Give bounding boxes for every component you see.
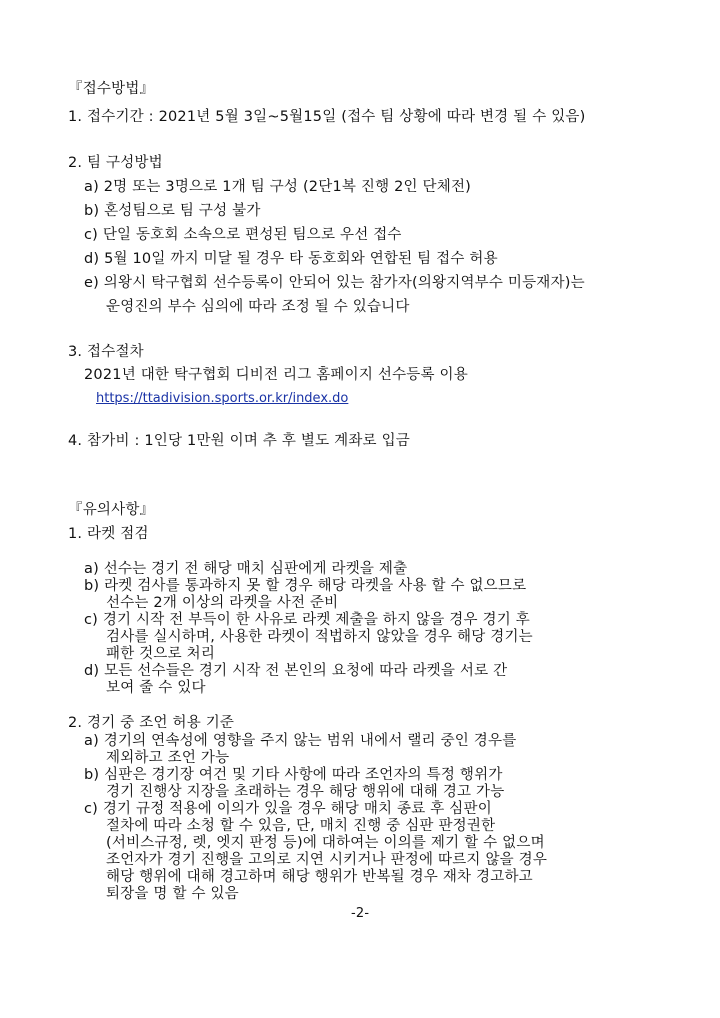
team-item-c: c) 단일 동호회 소속으로 편성된 팀으로 우선 접수 bbox=[84, 227, 402, 243]
racket-item-d-continued: 보여 줄 수 있다 bbox=[106, 680, 206, 696]
racket-title: 1. 라켓 점검 bbox=[68, 526, 149, 542]
team-item-a: a) 2명 또는 3명으로 1개 팀 구성 (2단1복 진행 2인 단체전) bbox=[84, 179, 472, 195]
procedure-link[interactable]: https://ttadivision.sports.or.kr/index.do bbox=[96, 391, 349, 406]
team-item-e-continued: 운영진의 부수 심의에 따라 조정 될 수 있습니다 bbox=[106, 299, 410, 315]
advice-item-c: c) 경기 규정 적용에 이의가 있을 경우 해당 매치 종료 후 심판이 bbox=[84, 801, 492, 817]
team-item-d: d) 5월 10일 까지 미달 될 경우 타 동호회와 연합된 팀 접수 허용 bbox=[84, 251, 498, 267]
reception-heading: 『접수방법』 bbox=[68, 81, 155, 97]
advice-item-c-continued-5: 퇴장을 명 할 수 있음 bbox=[106, 886, 239, 902]
racket-item-c: c) 경기 시작 전 부득이 한 사유로 라켓 제출을 하지 않을 경우 경기 후 bbox=[84, 612, 530, 628]
fee: 4. 참가비 : 1인당 1만원 이며 추 후 별도 계좌로 입금 bbox=[68, 433, 410, 449]
procedure-text: 2021년 대한 탁구협회 디비전 리그 홈페이지 선수등록 이용 bbox=[84, 367, 468, 383]
page-number: -2- bbox=[351, 906, 370, 921]
notes-heading: 『유의사항』 bbox=[68, 502, 155, 518]
racket-item-a: a) 선수는 경기 전 해당 매치 심판에게 라켓을 제출 bbox=[84, 561, 408, 577]
advice-item-c-continued-1: 절차에 따라 소청 할 수 있음, 단, 매치 진행 중 심판 판정권한 bbox=[106, 818, 496, 834]
racket-item-c-continued-2: 패한 것으로 처리 bbox=[106, 646, 216, 662]
racket-item-d: d) 모든 선수들은 경기 시작 전 본인의 요청에 따라 라켓을 서로 간 bbox=[84, 663, 508, 679]
advice-item-c-continued-2: (서비스규정, 렛, 엣지 판정 등)에 대하여는 이의를 제기 할 수 없으며 bbox=[106, 835, 545, 851]
team-title: 2. 팀 구성방법 bbox=[68, 155, 163, 171]
racket-item-c-continued-1: 검사를 실시하며, 사용한 라켓이 적법하지 않았을 경우 해당 경기는 bbox=[106, 629, 533, 645]
team-item-b: b) 혼성팀으로 팀 구성 불가 bbox=[84, 203, 261, 219]
advice-item-a-continued: 제외하고 조언 가능 bbox=[106, 750, 230, 766]
advice-item-b: b) 심판은 경기장 여건 및 기타 사항에 따라 조언자의 특정 행위가 bbox=[84, 767, 503, 783]
racket-item-b: b) 라켓 검사를 통과하지 못 할 경우 해당 라켓을 사용 할 수 없으므로 bbox=[84, 578, 527, 594]
advice-item-b-continued: 경기 진행상 지장을 초래하는 경우 해당 행위에 대해 경고 가능 bbox=[106, 784, 505, 800]
racket-item-b-continued: 선수는 2개 이상의 라켓을 사전 준비 bbox=[106, 595, 339, 611]
procedure-title: 3. 접수절차 bbox=[68, 344, 144, 360]
team-item-e: e) 의왕시 탁구협회 선수등록이 안되어 있는 참가자(의왕지역부수 미등재자)는 bbox=[84, 275, 585, 291]
advice-item-a: a) 경기의 연속성에 영향을 주지 않는 범위 내에서 랠리 중인 경우를 bbox=[84, 733, 517, 749]
advice-item-c-continued-4: 해당 행위에 대해 경고하며 해당 행위가 반복될 경우 재차 경고하고 bbox=[106, 869, 533, 885]
advice-title: 2. 경기 중 조언 허용 기준 bbox=[68, 715, 235, 731]
reception-period: 1. 접수기간 : 2021년 5월 3일~5월15일 (접수 팀 상황에 따라 변경 될 수 있음) bbox=[68, 109, 586, 125]
advice-item-c-continued-3: 조언자가 경기 진행을 고의로 지연 시키거나 판정에 따르지 않을 경우 bbox=[106, 852, 548, 868]
